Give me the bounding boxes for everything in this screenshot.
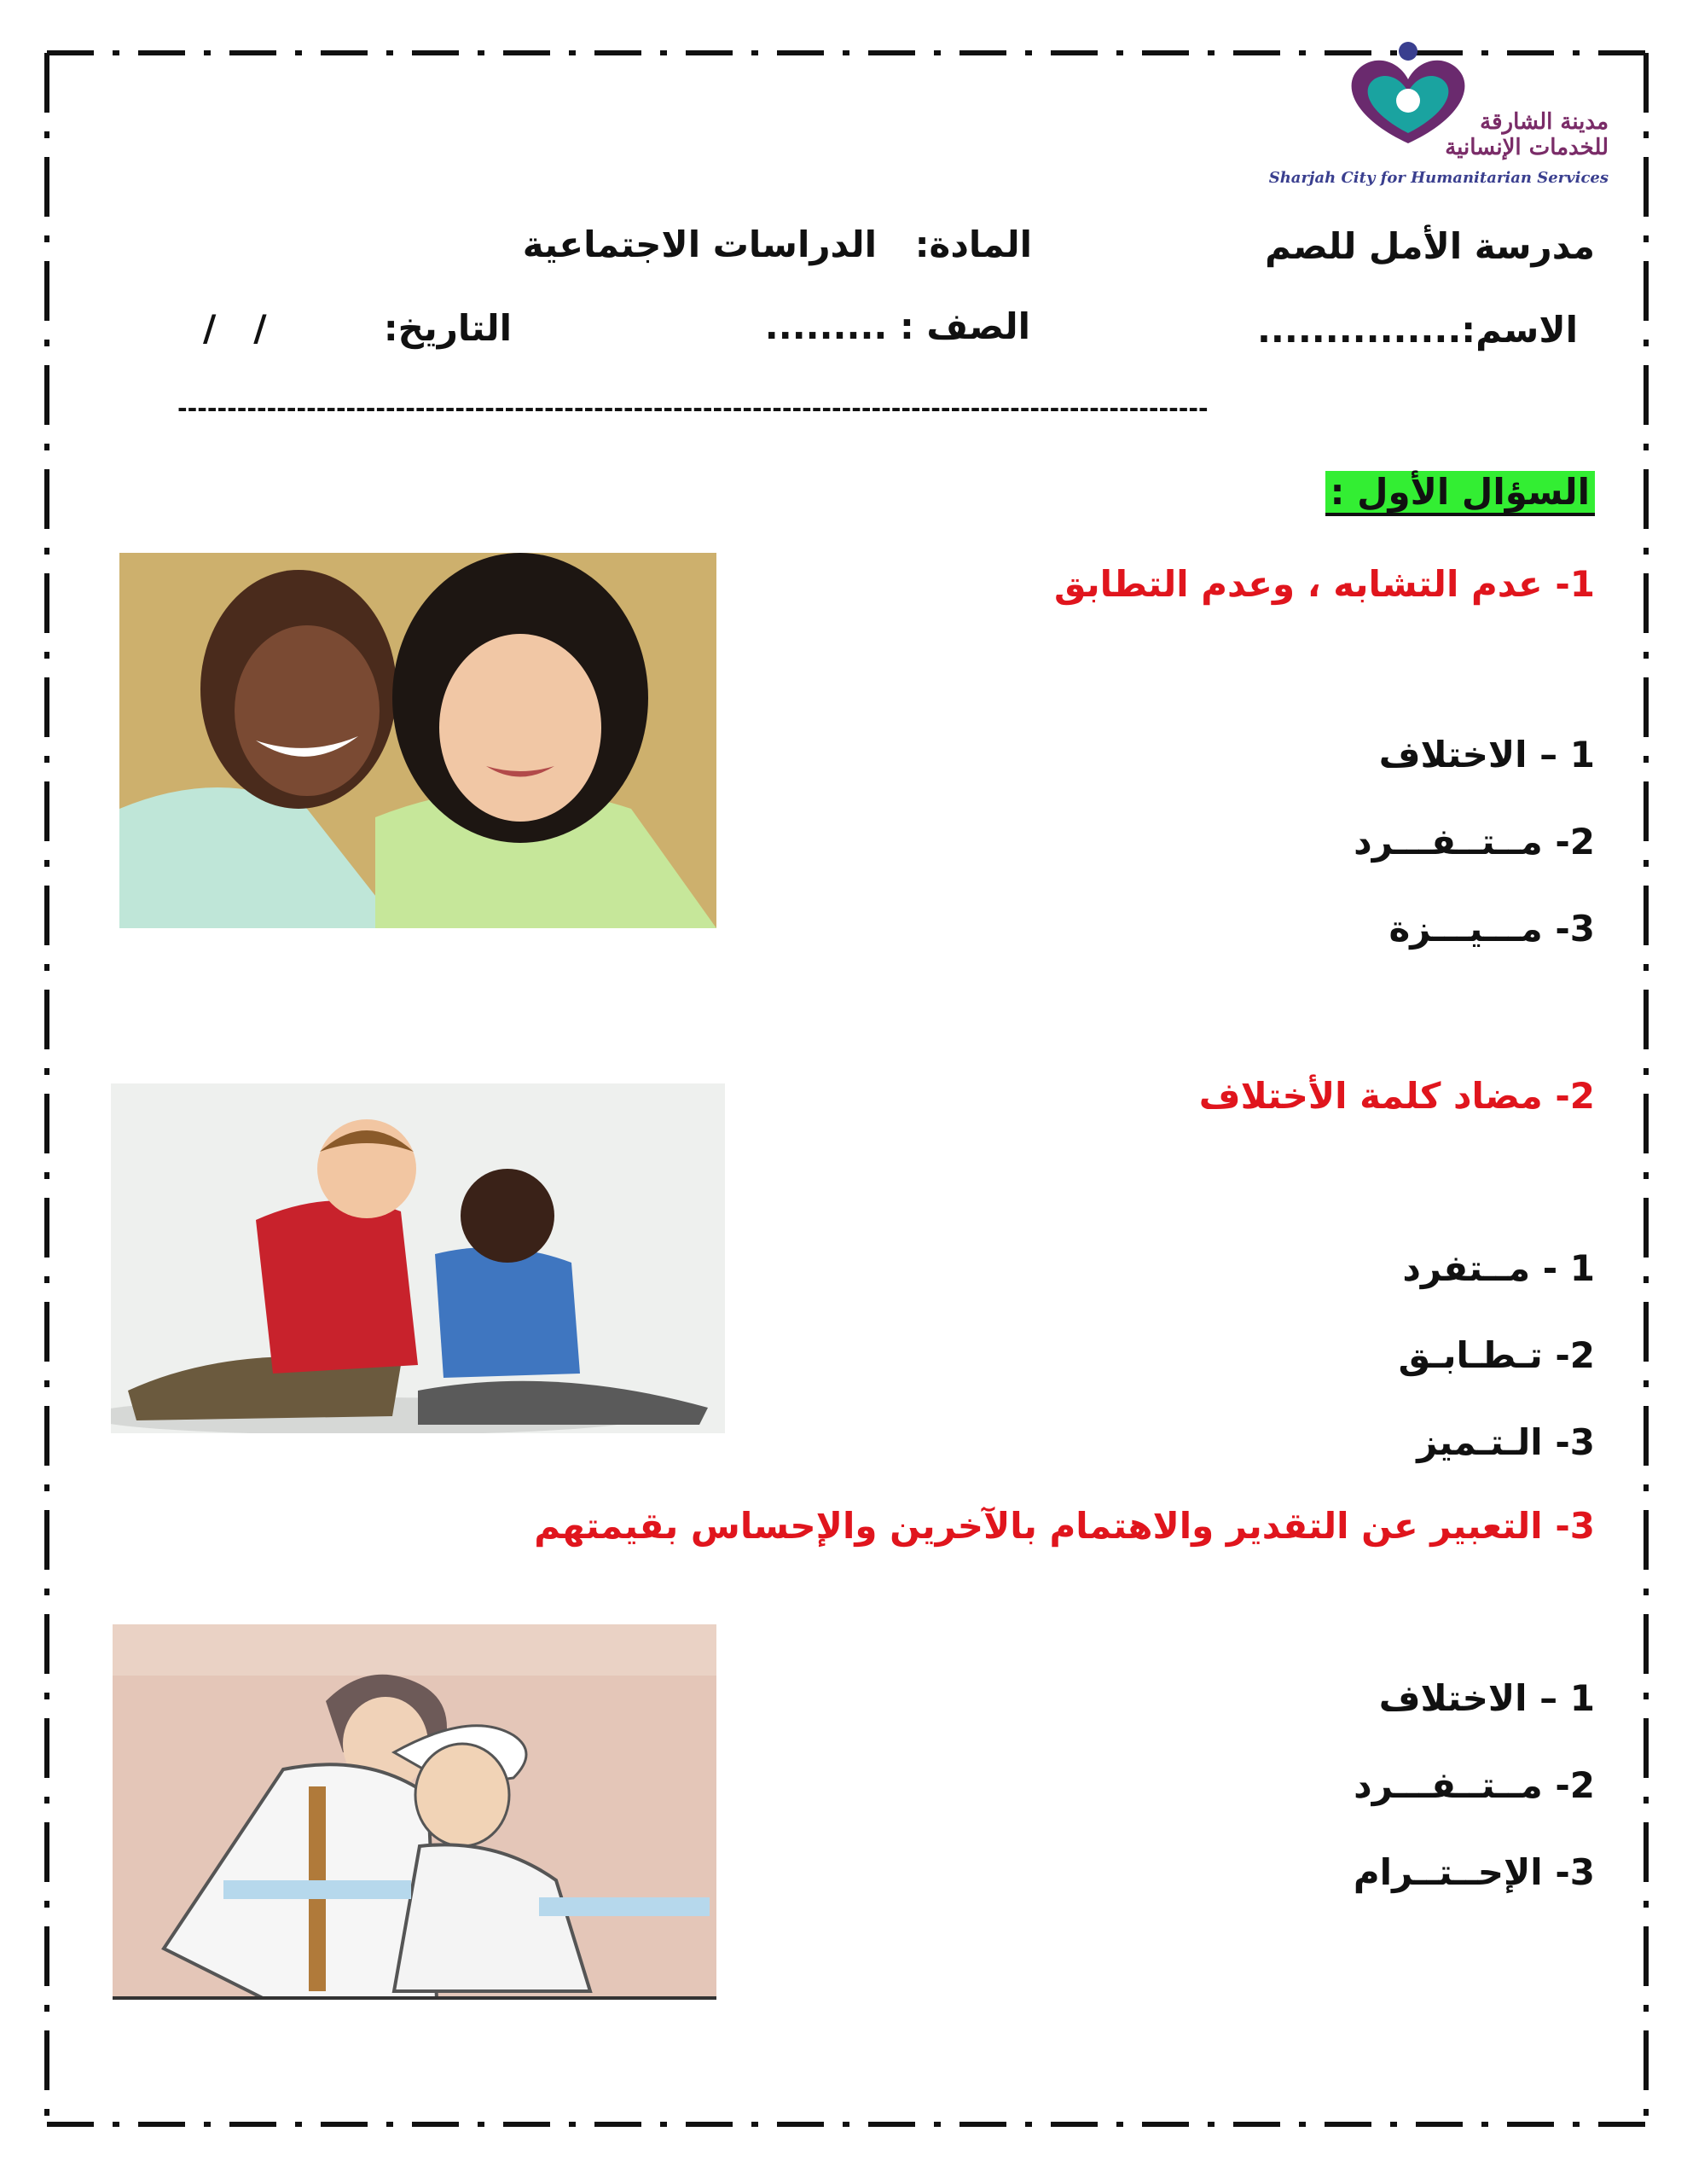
question-3-option-3: 3- الإحــتــرام — [1353, 1851, 1595, 1893]
header-separator: -------------------------------------------------------------------------------------------------------- — [177, 394, 1209, 422]
question-1-option-1: 1 – الاختلاف — [1378, 734, 1595, 775]
question-2-option-2: 2- تـطـابـق — [1398, 1334, 1595, 1376]
question-1-option-2: 2- مــتــفـــرد — [1354, 821, 1595, 863]
helping-elderly-illustration — [113, 1624, 716, 2000]
question-2-option-3: 3- الـتـميز — [1417, 1421, 1595, 1463]
two-boys-photo — [111, 1083, 725, 1433]
class-field: الصف : ......... — [764, 305, 1030, 347]
question-3-option-1: 1 – الاختلاف — [1378, 1677, 1595, 1719]
subject-value: الدراسات الاجتماعية — [522, 224, 877, 265]
date-label: التاريخ: — [383, 307, 512, 349]
two-girls-photo — [119, 553, 716, 928]
date-slashes: / / — [203, 307, 267, 349]
section-title: السؤال الأول : — [1325, 471, 1595, 516]
question-1-prompt: 1- عدم التشابه ، وعدم التطابق — [1054, 563, 1595, 605]
logo-arabic-line2: للخدمات الإنسانية — [1445, 135, 1609, 160]
question-1-option-3: 3- مـــيـــزة — [1388, 908, 1595, 950]
question-3-prompt: 3- التعبير عن التقدير والاهتمام بالآخرين والإحساس بقيمتهم — [534, 1505, 1595, 1547]
question-2-prompt: 2- مضاد كلمة الأختلاف — [1198, 1075, 1595, 1117]
logo-arabic-line1: مدينة الشارقة — [1480, 109, 1609, 135]
school-name: مدرسة الأمل للصم — [1265, 225, 1595, 267]
logo-english-name: Sharjah City for Humanitarian Services — [1268, 169, 1609, 187]
subject-label: المادة: — [914, 224, 1032, 265]
organization-logo — [1268, 41, 1609, 195]
question-3-option-2: 2- مــتــفـــرد — [1354, 1764, 1595, 1806]
student-name-field: الاسم:............... — [1256, 309, 1578, 351]
question-2-option-1: 1 - مــتفرد — [1402, 1247, 1595, 1289]
logo-arabic-name — [1445, 109, 1609, 160]
